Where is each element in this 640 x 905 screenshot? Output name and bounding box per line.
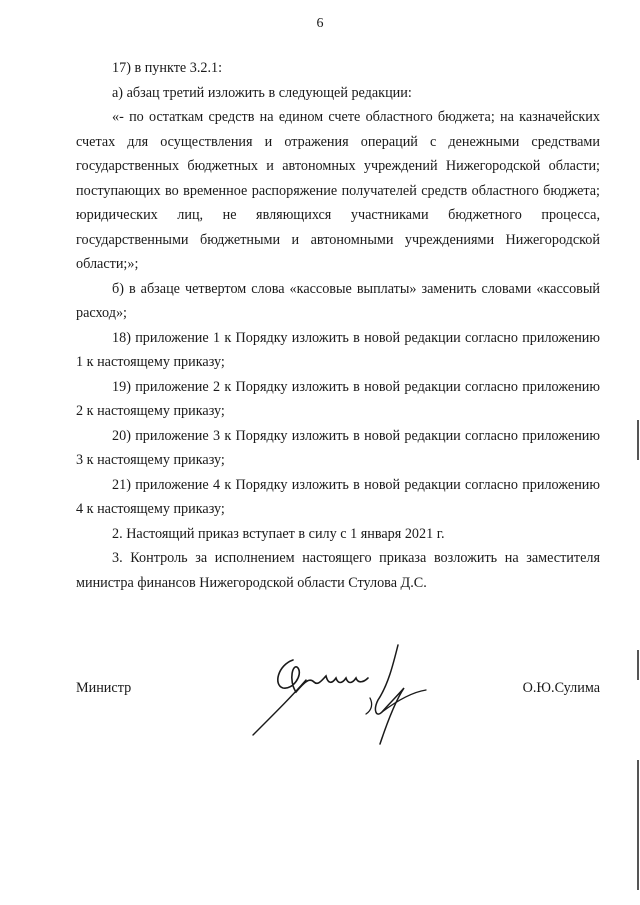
signature-block <box>76 680 600 710</box>
paragraph-clause-3: 3. Контроль за исполнением настоящего приказа возложить на заместителя министра финансов Нижегородской области Стулова Д.С. <box>76 550 600 591</box>
scan-edge-mark <box>637 760 639 890</box>
paragraph-item-17: 17) в пункте 3.2.1: <box>112 60 223 76</box>
paragraph-clause-2: 2. Настоящий приказ вступает в силу с 1 января 2021 г. <box>112 525 445 542</box>
paragraph-item-19: 19) приложение 2 к Порядку изложить в новой редакции согласно приложению 2 к настоящему приказу; <box>76 378 600 419</box>
document-body <box>76 56 600 595</box>
signatory-name: О.Ю.Сулима <box>522 680 600 696</box>
scan-edge-mark <box>637 650 639 680</box>
scan-edge-mark <box>637 420 639 460</box>
signatory-title: Министр <box>76 680 132 696</box>
page-number: 6 <box>316 16 324 31</box>
paragraph-quoted-text: «- по остаткам средств на едином счете областного бюджета; на казначейских счетах для осуществления и отражения операций с денежными средствами государственных бюджетных и автономных учреждений Нижегородской области; поступающих во временное распоряжение получателей средств областного бюджета; юридических лиц, не являющихся участниками бюджетного процесса, государственными бюджетными и автономными учреждениями Нижегородской области;»; <box>76 109 600 272</box>
paragraph-item-20: 20) приложение 3 к Порядку изложить в новой редакции согласно приложению 3 к настоящему приказу; <box>76 427 600 468</box>
paragraph-item-21: 21) приложение 4 к Порядку изложить в новой редакции согласно приложению 4 к настоящему приказу; <box>76 476 600 517</box>
paragraph-subitem-b: б) в абзаце четвертом слова «кассовые выплаты» заменить словами «кассовый расход»; <box>76 280 600 321</box>
paragraph-item-18: 18) приложение 1 к Порядку изложить в новой редакции согласно приложению 1 к настоящему приказу; <box>76 329 600 370</box>
paragraph-subitem-a: а) абзац третий изложить в следующей редакции: <box>112 84 412 101</box>
